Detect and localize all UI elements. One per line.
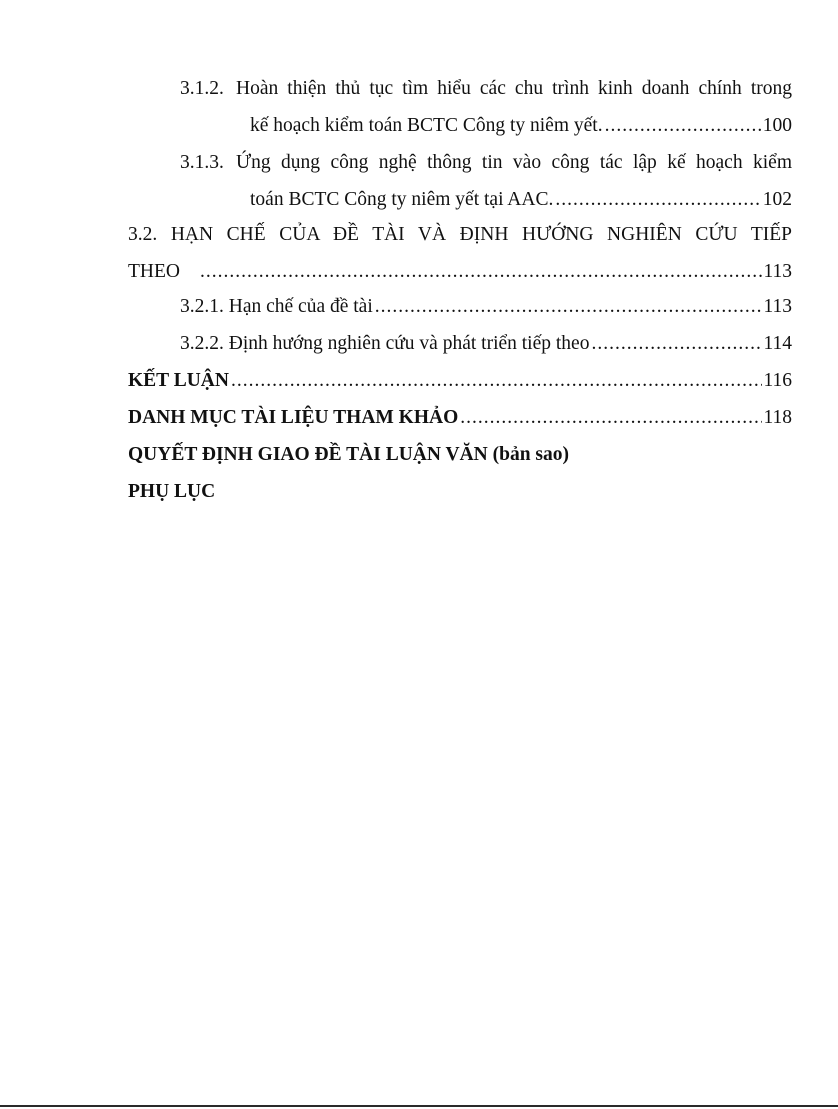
toc-entry-text: 3.2.2. Định hướng nghiên cứu và phát triển tiếp theo [180,333,590,354]
toc-entry-text: 3.2. HẠN CHẾ CỦA ĐỀ TÀI VÀ ĐỊNH HƯỚNG NGHIÊN CỨU TIẾP [128,224,792,245]
dot-leader [555,190,761,210]
dot-leader [200,262,762,282]
dot-leader [375,297,763,317]
toc-entry-3-2-line2[interactable] [128,262,792,282]
toc-entry-conclusion[interactable] [128,371,792,391]
page-number: 114 [763,333,792,354]
toc-entry-text: toán BCTC Công ty niêm yết tại AAC. [250,189,554,210]
toc-entry-text: Ứng dụng công nghệ thông tin vào công tác lập kế hoạch kiểm [236,152,792,173]
toc-entry-text: Hoàn thiện thủ tục tìm hiểu các chu trình kinh doanh chính trong [236,78,792,99]
toc-entry-references[interactable] [128,408,792,428]
page-number: 118 [763,407,792,428]
page-number: 100 [762,115,792,136]
toc-entry-3-2-2[interactable] [180,334,792,354]
toc-entry-text: kế hoạch kiểm toán BCTC Công ty niêm yết. [250,115,603,136]
dot-leader [591,334,762,354]
page-number: 113 [763,261,792,282]
toc-entry-3-2-1[interactable] [180,297,792,317]
toc-entry-text: 3.2.1. Hạn chế của đề tài [180,296,373,317]
toc-entry-3-1-2-number [180,79,224,99]
toc-entry-text: DANH MỤC TÀI LIỆU THAM KHẢO [128,407,459,428]
toc-entry-text: QUYẾT ĐỊNH GIAO ĐỀ TÀI LUẬN VĂN (bản sao) [128,444,569,465]
page-number: 116 [763,370,792,391]
dot-leader [605,116,762,136]
page-number: 102 [762,189,792,210]
page-number: 113 [763,296,792,317]
toc-entry-3-1-3-number [180,153,224,173]
toc-entry-3-1-3-line1 [236,153,792,173]
toc-entry-3-2-line1 [128,225,792,245]
toc-entry-text: KẾT LUẬN [128,370,229,391]
dot-leader [460,408,762,428]
toc-entry-3-1-2-line2[interactable] [250,116,792,136]
toc-entry-number: 3.1.3. [180,152,224,173]
toc-entry-text: THEO [128,261,180,282]
dot-leader [231,371,763,391]
toc-entry-text: PHỤ LỤC [128,481,216,502]
page-bottom-border [0,1105,838,1107]
toc-entry-appendix[interactable] [128,482,215,502]
toc-entry-3-1-2-line1 [236,79,792,99]
toc-entry-number: 3.1.2. [180,78,224,99]
toc-entry-3-1-3-line2[interactable] [250,190,792,210]
toc-entry-decision[interactable] [128,445,569,465]
